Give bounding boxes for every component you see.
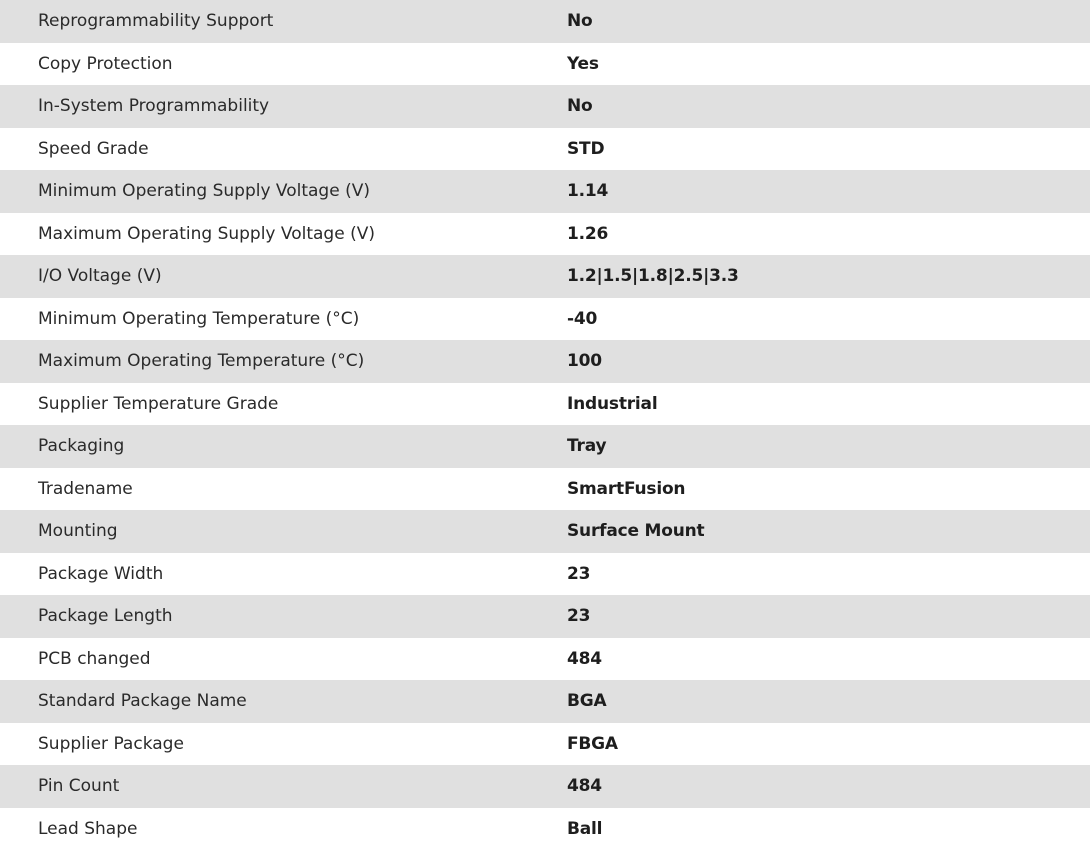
spec-row-min-supply-voltage: [0, 170, 1090, 213]
spec-row-pin-count: [0, 765, 1090, 808]
spec-label: PCB changed: [0, 638, 566, 681]
spec-value: BGA: [566, 680, 1090, 723]
spec-value: 484: [566, 765, 1090, 808]
spec-value: No: [566, 0, 1090, 43]
spec-row-tradename: [0, 468, 1090, 511]
spec-label: Minimum Operating Supply Voltage (V): [0, 170, 566, 213]
spec-row-lead-shape: [0, 808, 1090, 850]
spec-label: Lead Shape: [0, 808, 566, 850]
spec-value: 100: [566, 340, 1090, 383]
spec-row-supplier-temperature-grade: [0, 383, 1090, 426]
spec-row-copy-protection: [0, 43, 1090, 86]
spec-label: Supplier Package: [0, 723, 566, 766]
spec-label: Reprogrammability Support: [0, 0, 566, 43]
spec-value: 23: [566, 595, 1090, 638]
spec-label: Speed Grade: [0, 128, 566, 171]
spec-value: 484: [566, 638, 1090, 681]
spec-label: I/O Voltage (V): [0, 255, 566, 298]
spec-value: 1.2|1.5|1.8|2.5|3.3: [566, 255, 1090, 298]
spec-value: SmartFusion: [566, 468, 1090, 511]
spec-value: 23: [566, 553, 1090, 596]
spec-row-supplier-package: [0, 723, 1090, 766]
spec-value: Ball: [566, 808, 1090, 850]
spec-row-speed-grade: [0, 128, 1090, 171]
spec-row-io-voltage: [0, 255, 1090, 298]
spec-value: STD: [566, 128, 1090, 171]
spec-row-packaging: [0, 425, 1090, 468]
spec-row-standard-package-name: [0, 680, 1090, 723]
spec-row-mounting: [0, 510, 1090, 553]
spec-row-max-supply-voltage: [0, 213, 1090, 256]
spec-value: -40: [566, 298, 1090, 341]
spec-row-reprogrammability-support: [0, 0, 1090, 43]
spec-row-in-system-programmability: [0, 85, 1090, 128]
spec-value: Yes: [566, 43, 1090, 86]
spec-label: Minimum Operating Temperature (°C): [0, 298, 566, 341]
spec-row-package-width: [0, 553, 1090, 596]
spec-row-package-length: [0, 595, 1090, 638]
spec-label: Mounting: [0, 510, 566, 553]
spec-label: Pin Count: [0, 765, 566, 808]
spec-label: In-System Programmability: [0, 85, 566, 128]
spec-label: Package Length: [0, 595, 566, 638]
spec-value: FBGA: [566, 723, 1090, 766]
spec-row-max-operating-temperature: [0, 340, 1090, 383]
spec-value: Industrial: [566, 383, 1090, 426]
spec-label: Standard Package Name: [0, 680, 566, 723]
spec-value: 1.14: [566, 170, 1090, 213]
spec-label: Tradename: [0, 468, 566, 511]
spec-value: Tray: [566, 425, 1090, 468]
spec-value: Surface Mount: [566, 510, 1090, 553]
spec-row-min-operating-temperature: [0, 298, 1090, 341]
spec-value: No: [566, 85, 1090, 128]
spec-value: 1.26: [566, 213, 1090, 256]
spec-label: Supplier Temperature Grade: [0, 383, 566, 426]
spec-label: Maximum Operating Supply Voltage (V): [0, 213, 566, 256]
spec-label: Copy Protection: [0, 43, 566, 86]
spec-row-pcb-changed: [0, 638, 1090, 681]
spec-label: Package Width: [0, 553, 566, 596]
spec-label: Maximum Operating Temperature (°C): [0, 340, 566, 383]
spec-label: Packaging: [0, 425, 566, 468]
